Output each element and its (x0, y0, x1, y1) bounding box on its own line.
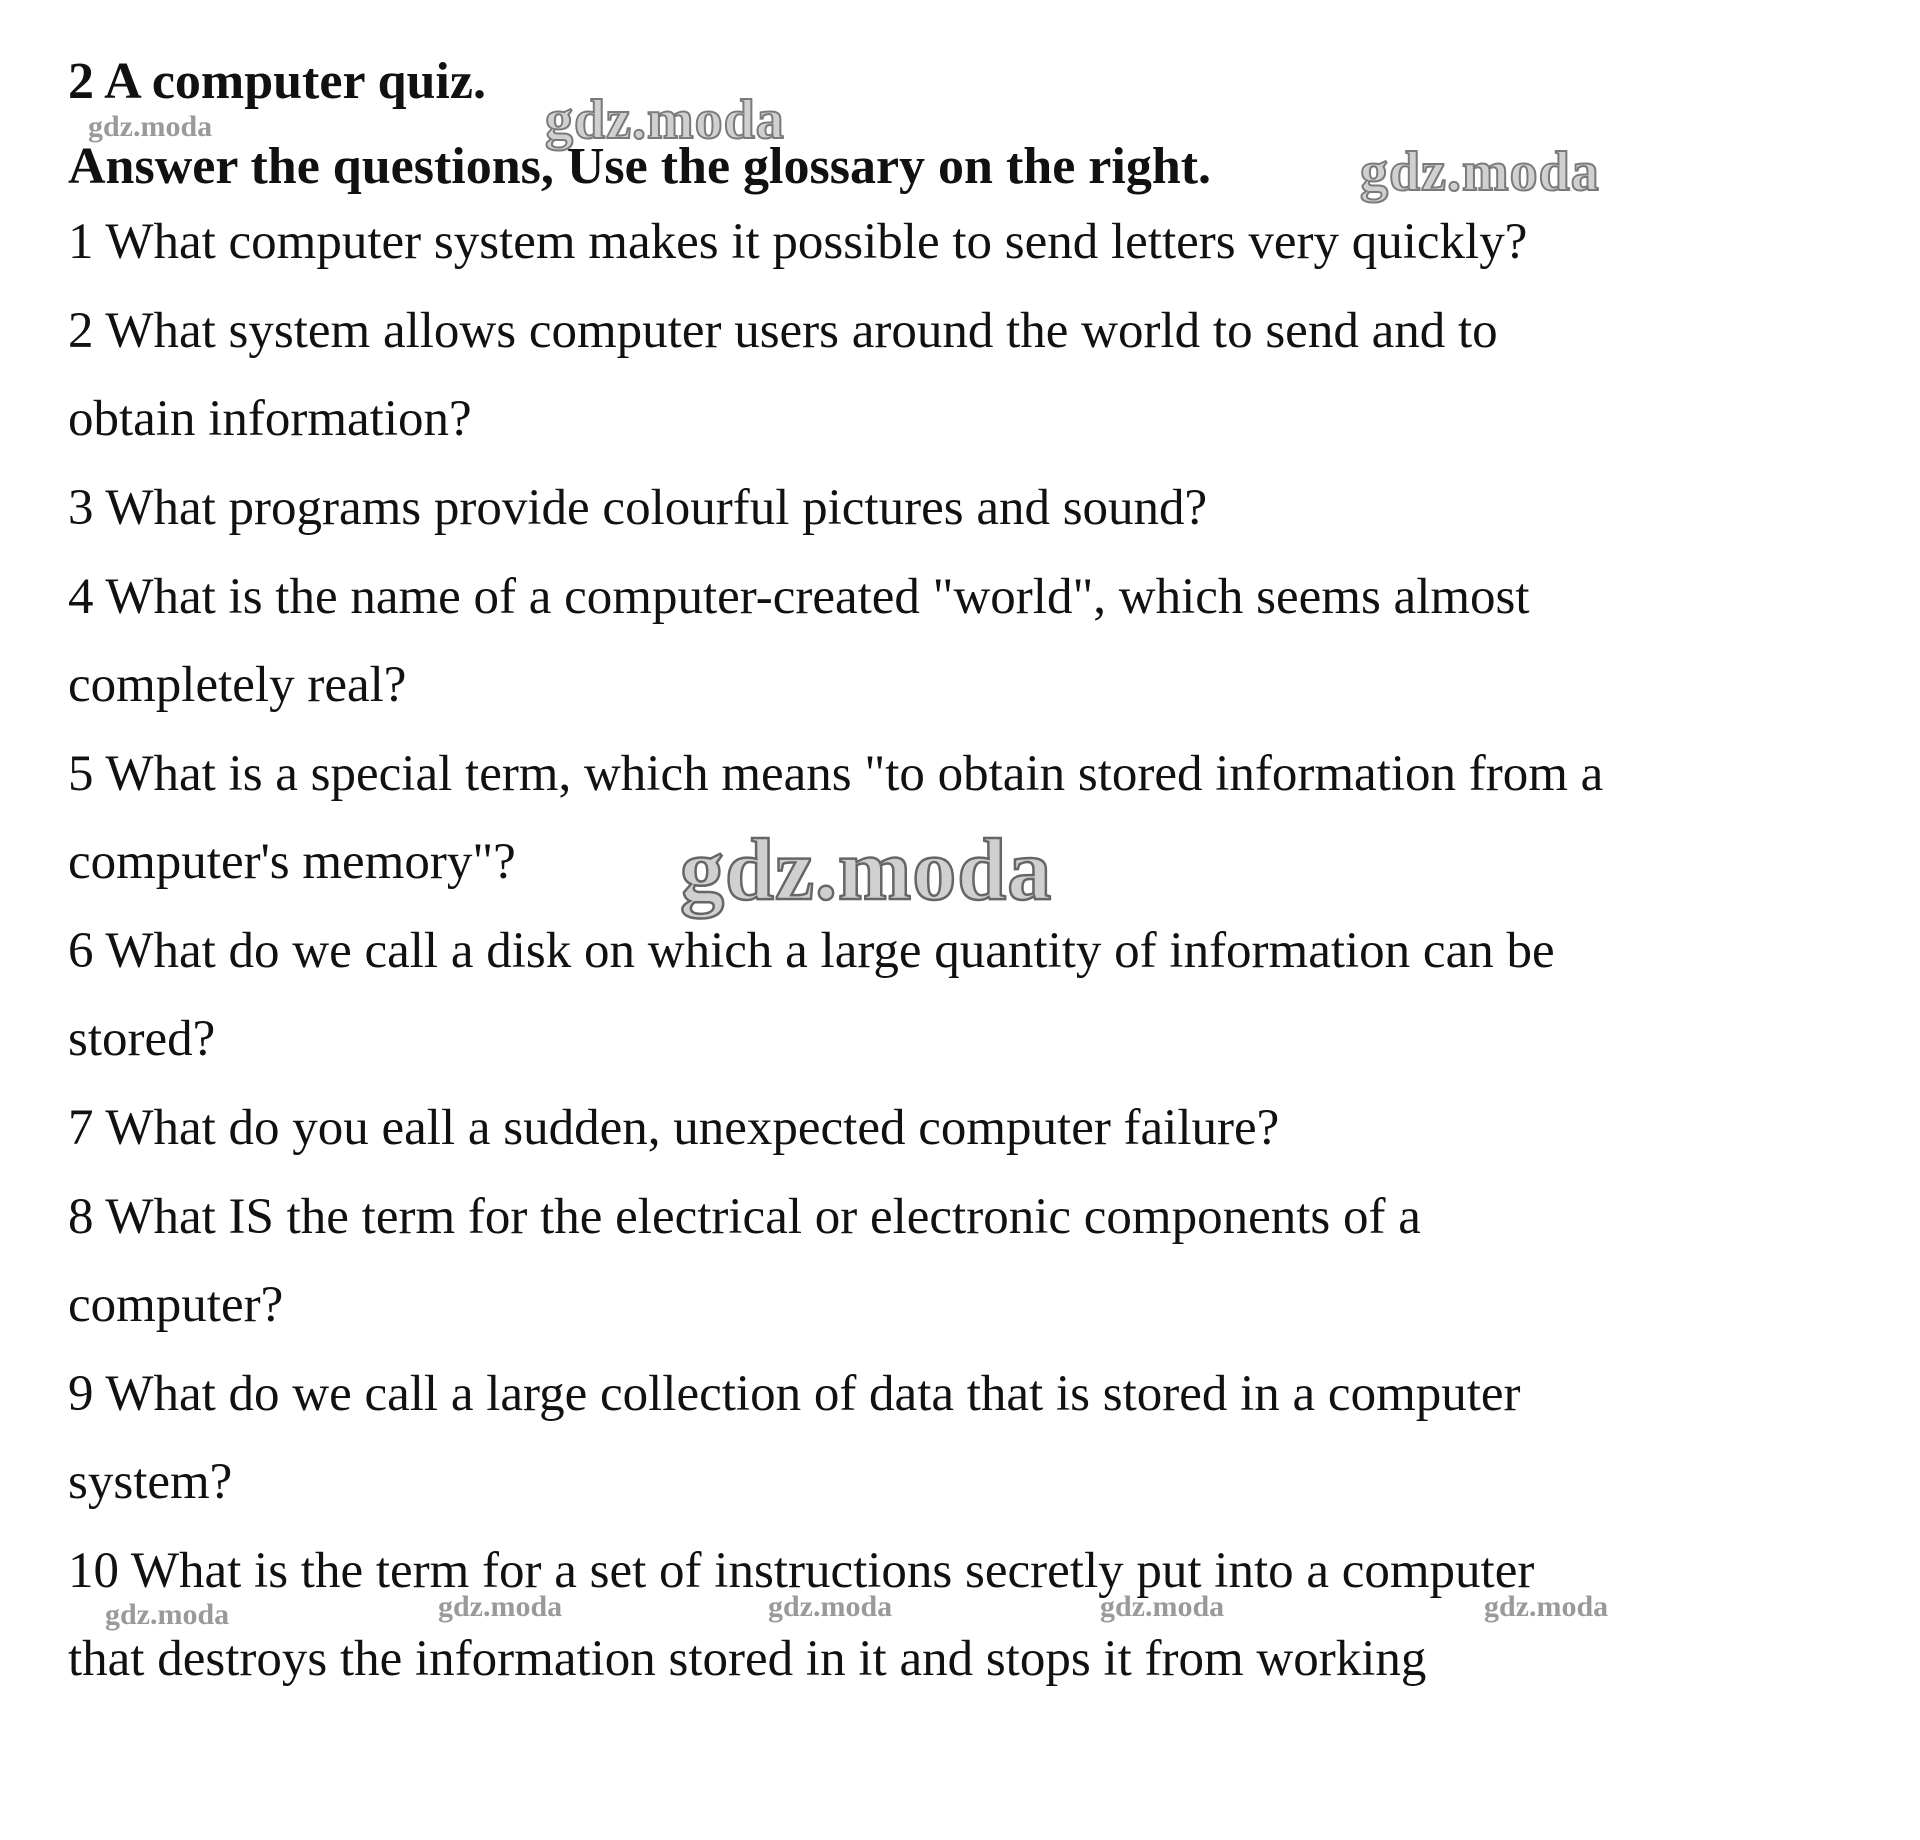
question-text-continuation: that destroys the information stored in it and stops it from working (68, 1631, 1427, 1687)
question-text: 9 What do we call a large collection of data that is stored in a computer (68, 1366, 1521, 1422)
question-text: 6 What do we call a disk on which a large quantity of information can be (68, 923, 1555, 979)
question-list (68, 198, 1868, 1703)
question-text-continuation: computer's memory"? (68, 834, 516, 890)
exercise-instruction: Answer the questions, Use the glossary on the right. (68, 138, 1212, 195)
question-10 (68, 1527, 1868, 1703)
question-text-continuation: completely real? (68, 657, 407, 713)
question-text-continuation: obtain information? (68, 391, 472, 447)
question-text: 4 What is the name of a computer-created "world", which seems almost (68, 569, 1530, 625)
question-text: 8 What IS the term for the electrical or electronic components of a (68, 1189, 1421, 1245)
watermark: gdz.moda (768, 1590, 893, 1623)
question-1 (68, 198, 1868, 286)
question-text: 1 What computer system makes it possible to send letters very quickly? (68, 214, 1528, 270)
watermark: gdz.moda (680, 822, 1053, 919)
question-text-continuation: stored? (68, 1011, 216, 1067)
question-text: 10 What is the term for a set of instructions secretly put into a computer (68, 1543, 1535, 1599)
watermark: gdz.moda (545, 89, 785, 151)
question-text: 3 What programs provide colourful pictures and sound? (68, 480, 1208, 536)
watermark: gdz.moda (438, 1590, 563, 1623)
exercise-title: 2 A computer quiz. (68, 53, 486, 110)
question-9 (68, 1350, 1868, 1526)
question-text-continuation: system? (68, 1454, 233, 1510)
question-7 (68, 1084, 1868, 1172)
question-2 (68, 287, 1868, 463)
question-text: 5 What is a special term, which means "to obtain stored information from a (68, 746, 1604, 802)
question-8 (68, 1173, 1868, 1349)
question-4 (68, 553, 1868, 729)
watermark: gdz.moda (88, 110, 213, 143)
question-text: 7 What do you eall a sudden, unexpected computer failure? (68, 1100, 1280, 1156)
question-text-continuation: computer? (68, 1277, 284, 1333)
question-text: 2 What system allows computer users around the world to send and to (68, 303, 1498, 359)
question-5 (68, 730, 1868, 906)
question-6 (68, 907, 1868, 1083)
question-3 (68, 464, 1868, 552)
watermark: gdz.moda (1100, 1590, 1225, 1623)
watermark: gdz.moda (1360, 141, 1600, 203)
watermark: gdz.moda (1484, 1590, 1609, 1623)
exercise-text (68, 52, 1868, 1703)
watermark: gdz.moda (105, 1598, 230, 1631)
